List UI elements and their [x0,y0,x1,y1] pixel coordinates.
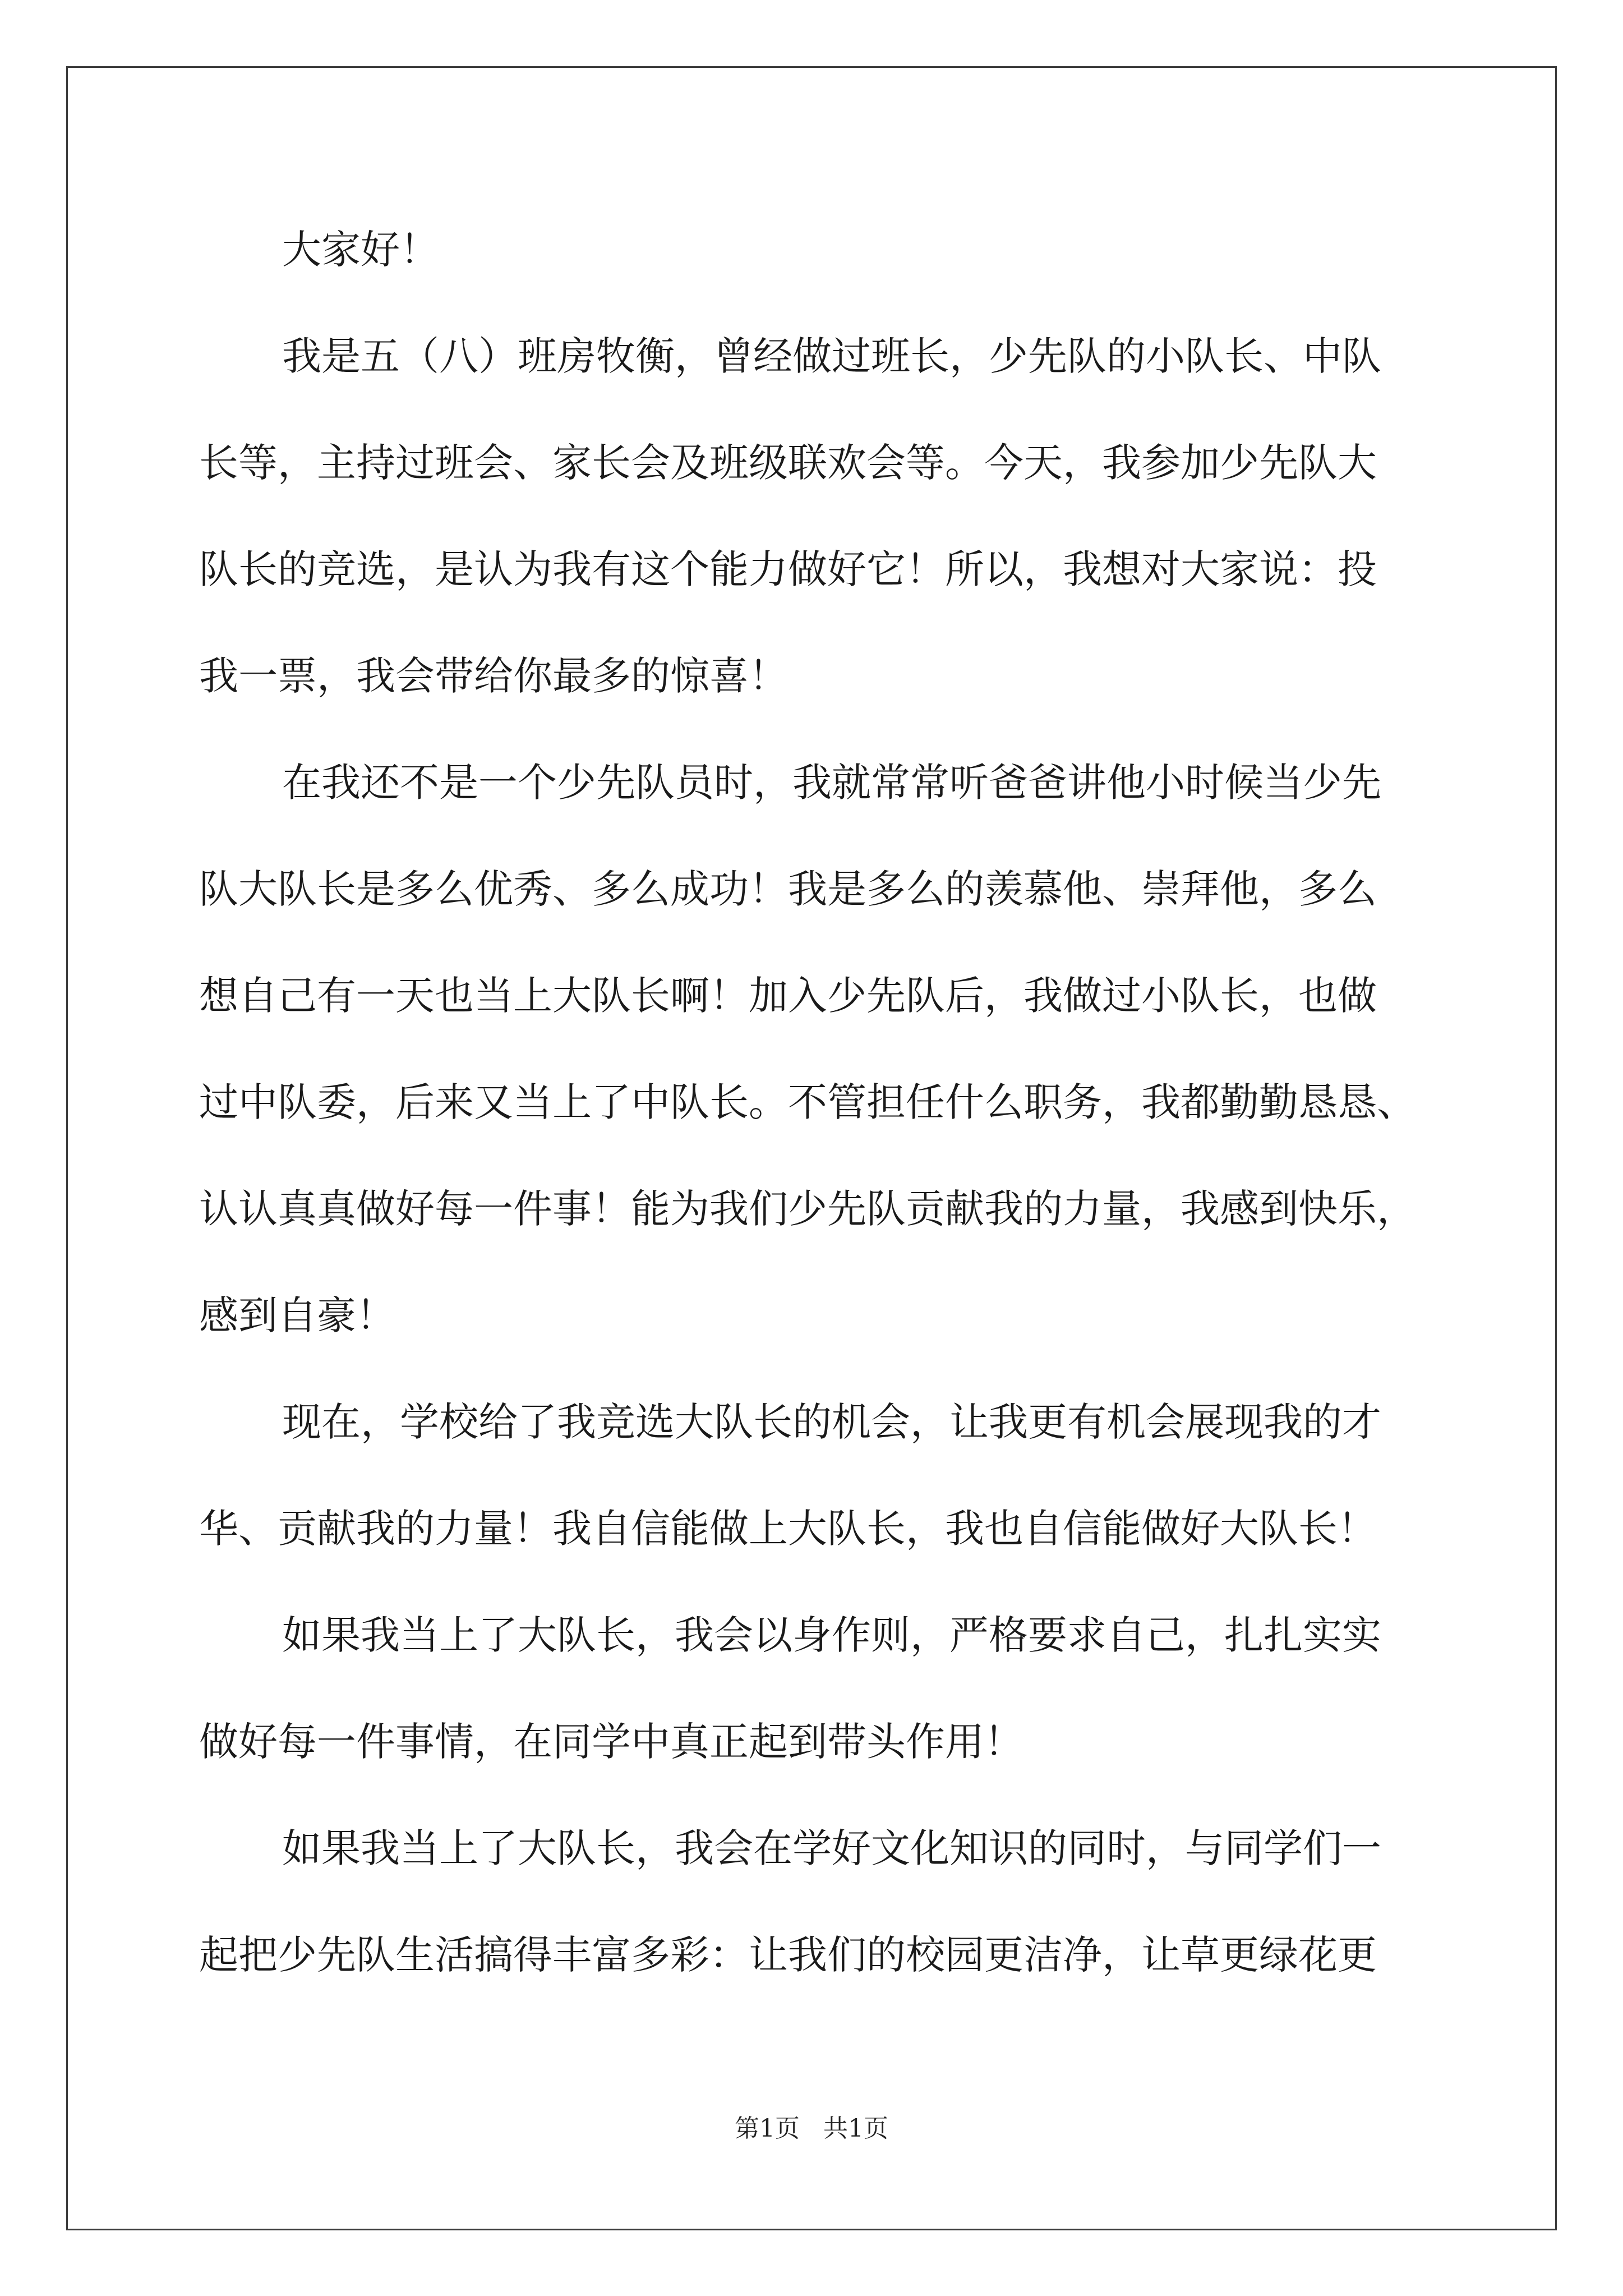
page-footer [0,2112,1623,2146]
page-total: 共1页 [823,2114,888,2143]
paragraph-4-line-2: 做好每一件事情，在同学中真正起到带头作用！ [199,1719,1023,1765]
greeting-line: 大家好！ [282,227,439,273]
paragraph-2-line-5: 认认真真做好每一件事！能为我们少先队贡献我的力量，我感到快乐， [199,1186,1416,1232]
paragraph-2-line-1: 在我还不是一个少先队员时，我就常常听爸爸讲他小时候当少先 [282,760,1381,806]
paragraph-1-line-1: 我是五（八）班房牧衡，曾经做过班长，少先队的小队长、中队 [282,333,1381,379]
paragraph-3-line-1: 现在，学校给了我竞选大队长的机会，让我更有机会展现我的才 [282,1399,1381,1445]
paragraph-5-line-1: 如果我当上了大队长，我会在学好文化知识的同时，与同学们一 [282,1825,1381,1871]
paragraph-2-line-6: 感到自豪！ [199,1292,395,1338]
paragraph-4-line-1: 如果我当上了大队长，我会以身作则，严格要求自己，扎扎实实 [282,1612,1381,1658]
paragraph-1-line-3: 队长的竞选，是认为我有这个能力做好它！所以，我想对大家说：投 [199,546,1377,592]
paragraph-1-line-4: 我一票，我会带给你最多的惊喜！ [199,653,788,699]
paragraph-2-line-2: 队大队长是多么优秀、多么成功！我是多么的羡慕他、崇拜他，多么 [199,866,1377,912]
page-number: 第1页 [735,2114,800,2143]
paragraph-2-line-4: 过中队委，后来又当上了中队长。不管担任什么职务，我都勤勤恳恳、 [199,1079,1416,1125]
paragraph-3-line-2: 华、贡献我的力量！我自信能做上大队长，我也自信能做好大队长！ [199,1506,1377,1552]
paragraph-2-line-3: 想自己有一天也当上大队长啊！加入少先队后，我做过小队长，也做 [199,973,1377,1019]
paragraph-1-line-2: 长等，主持过班会、家长会及班级联欢会等。今天，我参加少先队大 [199,440,1377,486]
page-border [66,66,1557,2230]
paragraph-5-line-2: 起把少先队生活搞得丰富多彩：让我们的校园更洁净，让草更绿花更 [199,1932,1377,1978]
